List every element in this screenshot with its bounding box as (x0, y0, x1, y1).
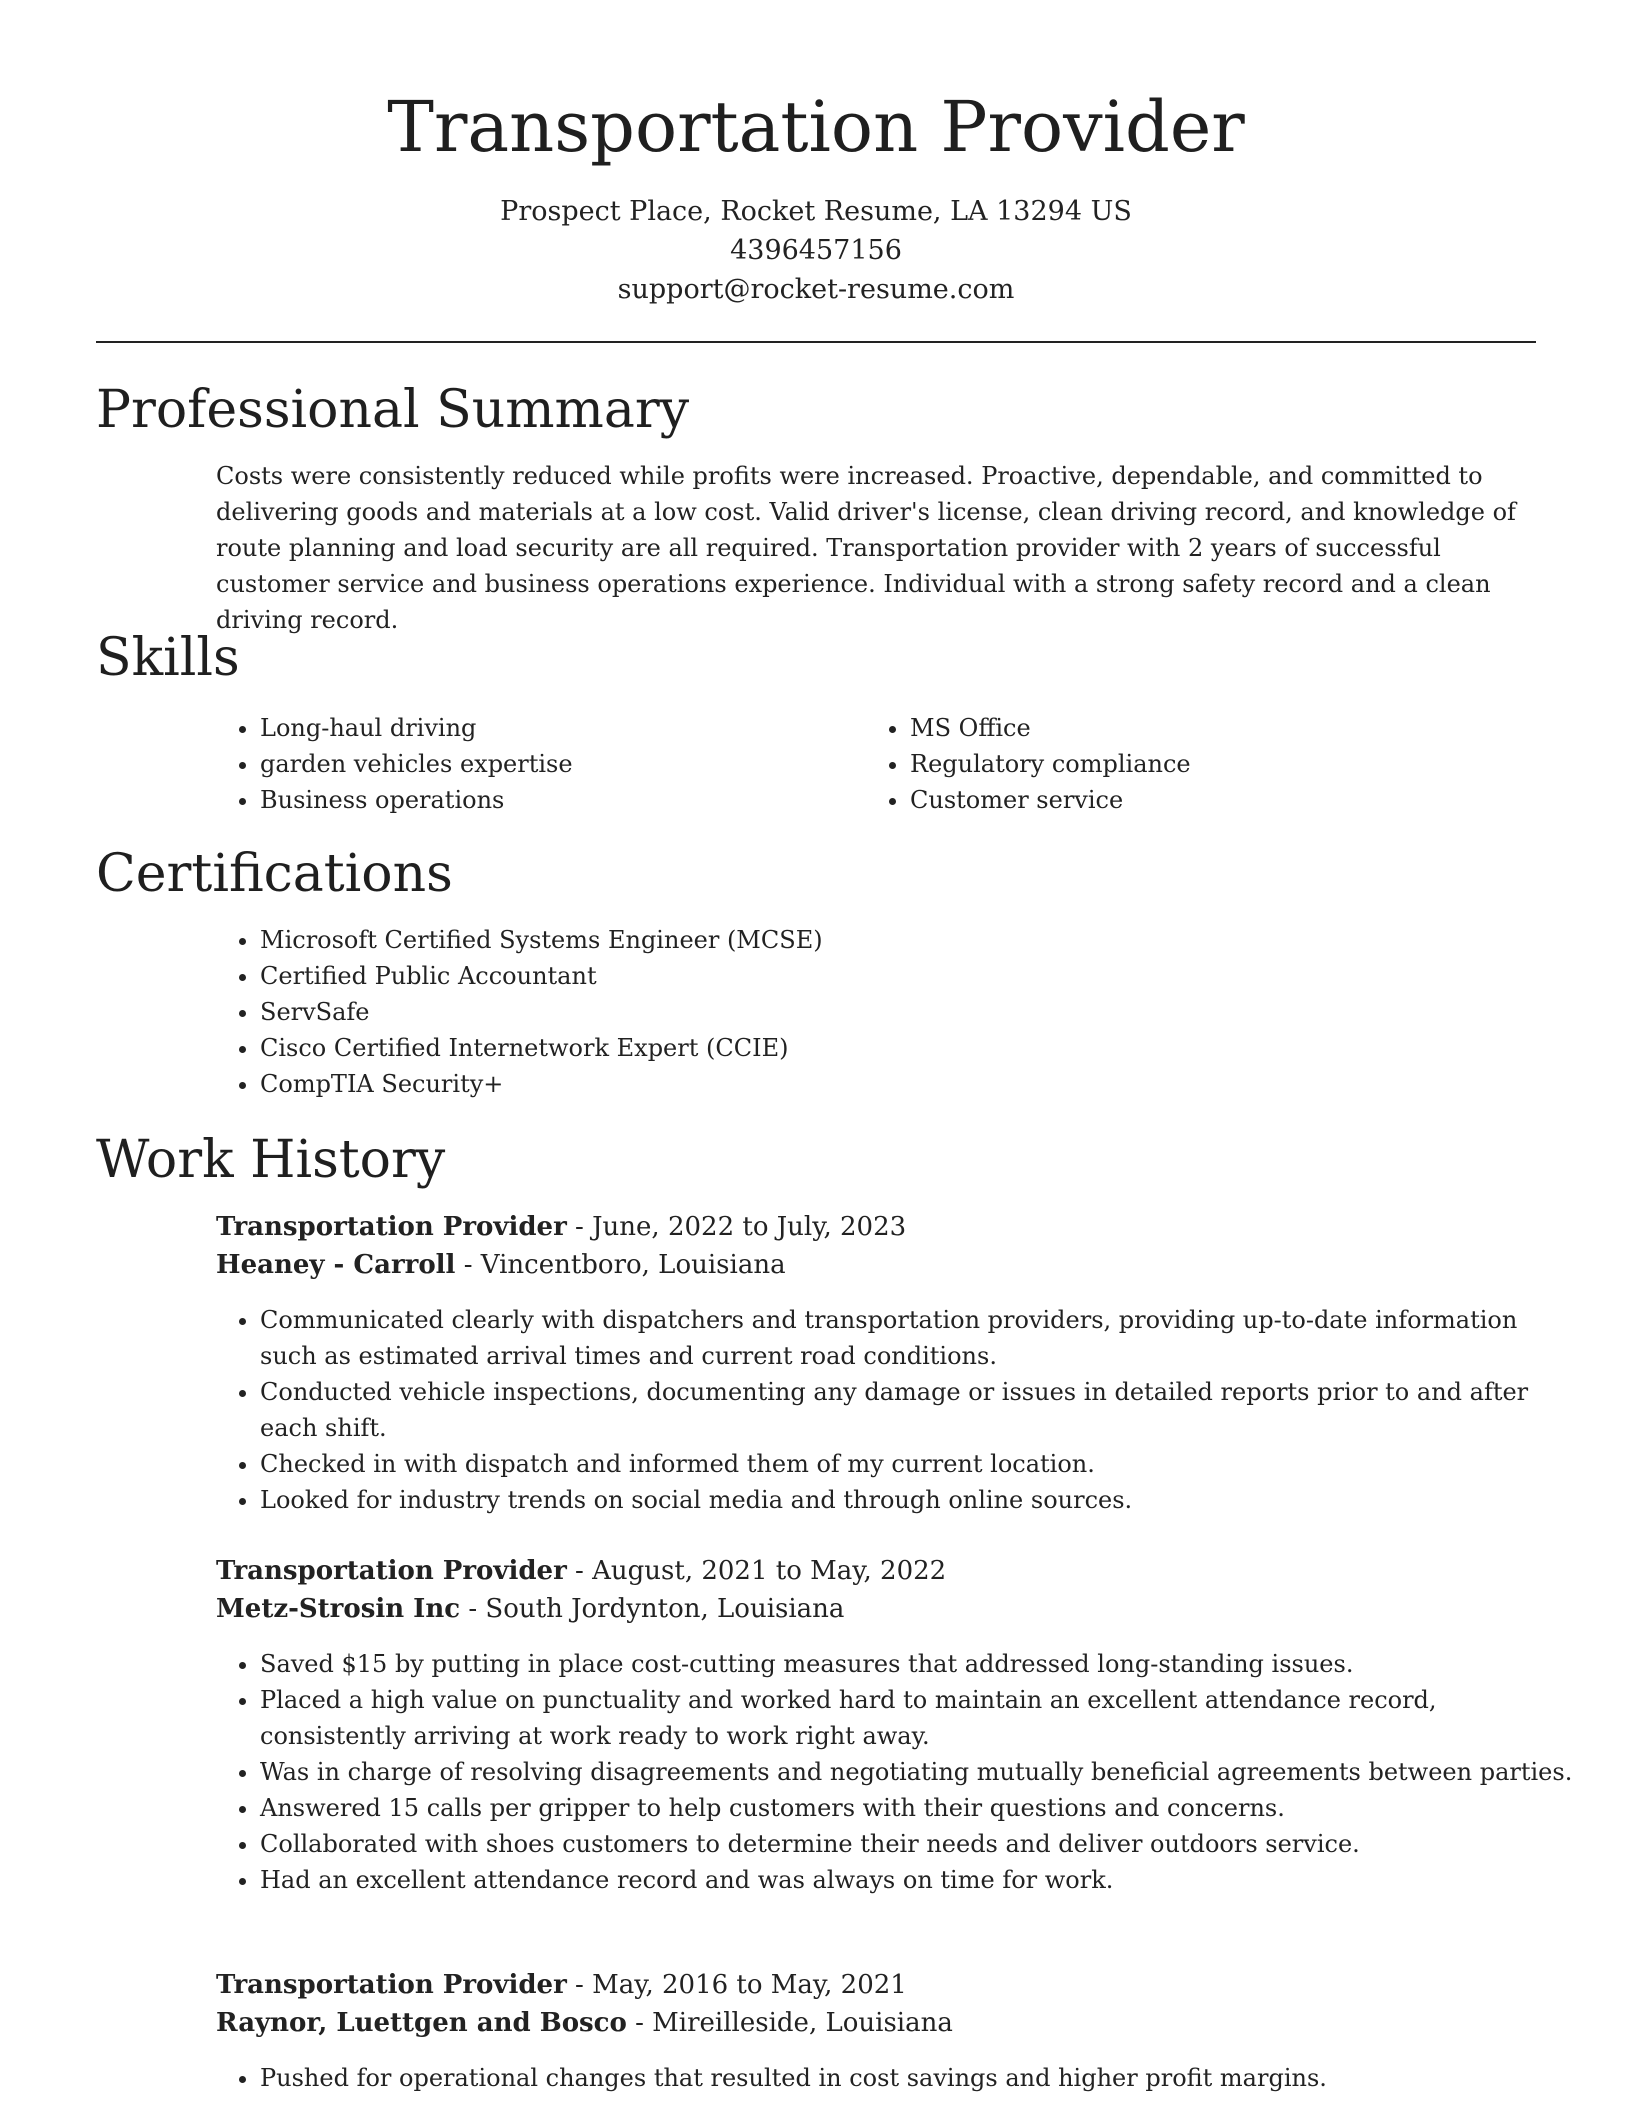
list-item: • Microsoft Certified Systems Engineer (MCSE) (260, 922, 1580, 958)
job-title-line (216, 1552, 1536, 1590)
list-item: • Communicated clearly with dispatchers and transportation providers, providing up-to-date information such as estimated arrival times and current road conditions. (260, 1302, 1580, 1374)
candidate-name: Transportation Provider (387, 86, 1245, 168)
job-title-line (216, 1966, 1536, 2004)
list-item: • Cisco Certified Internetwork Expert (CCIE) (260, 1030, 1580, 1066)
list-item: • Answered 15 calls per gripper to help customers with their questions and concerns. (260, 1790, 1580, 1826)
email: support@rocket-resume.com (617, 274, 1015, 305)
job-location: - South Jordynton, Louisiana (460, 1594, 845, 1624)
section-title-skills: Skills (96, 628, 240, 688)
list-item: • Was in charge of resolving disagreements and negotiating mutually beneficial agreements between parties. (260, 1754, 1580, 1790)
list-item: • Saved $15 by putting in place cost-cutting measures that addressed long-standing issues. (260, 1646, 1580, 1682)
list-item: • MS Office (910, 710, 1530, 746)
list-item: • Certified Public Accountant (260, 958, 1580, 994)
address: Prospect Place, Rocket Resume, LA 13294 US (500, 196, 1132, 227)
job-title: Transportation Provider (216, 1970, 567, 2000)
list-item: • Placed a high value on punctuality and worked hard to maintain an excellent attendance record, consistently arriving at work ready to work right away. (260, 1682, 1580, 1754)
job-title: Transportation Provider (216, 1212, 567, 1242)
job-location: - Vincentboro, Louisiana (455, 1250, 786, 1280)
job-title-line (216, 1208, 1536, 1246)
list-item: • Regulatory compliance (910, 746, 1530, 782)
skills-list-left (216, 710, 880, 818)
job-company: Raynor, Luettgen and Bosco (216, 2008, 627, 2038)
job-dates: - May, 2016 to May, 2021 (566, 1970, 907, 2000)
contact-block (96, 192, 1536, 309)
section-title-work-history: Work History (96, 1130, 446, 1190)
section-title-certifications: Certifications (96, 844, 453, 904)
list-item: • Pushed for operational changes that resulted in cost savings and higher profit margins. (260, 2060, 1580, 2096)
list-item: • Conducted vehicle inspections, documenting any damage or issues in detailed reports prior to and after each shift. (260, 1374, 1580, 1446)
list-item: • Customer service (910, 782, 1530, 818)
job-company-line (216, 1246, 1536, 1284)
skills-list-right (866, 710, 1530, 818)
phone: 4396457156 (730, 235, 902, 266)
job-dates: - August, 2021 to May, 2022 (566, 1556, 947, 1586)
list-item: • garden vehicles expertise (260, 746, 880, 782)
job-bullets (216, 1646, 1580, 1898)
section-title-summary: Professional Summary (96, 380, 690, 440)
list-item: • Checked in with dispatch and informed them of my current location. (260, 1446, 1580, 1482)
job-company: Metz-Strosin Inc (216, 1594, 461, 1624)
job-bullets (216, 1302, 1580, 1518)
list-item: • Business operations (260, 782, 880, 818)
list-item: • Had an excellent attendance record and was always on time for work. (260, 1862, 1580, 1898)
job-company-line (216, 1590, 1536, 1628)
job-company-line (216, 2004, 1536, 2042)
list-item: • Collaborated with shoes customers to determine their needs and deliver outdoors service. (260, 1826, 1580, 1862)
certifications-list (216, 922, 1580, 1102)
list-item: • CompTIA Security+ (260, 1066, 1580, 1102)
job-title: Transportation Provider (216, 1556, 567, 1586)
job-location: - Mireilleside, Louisiana (626, 2008, 953, 2038)
job-company: Heaney - Carroll (216, 1250, 456, 1280)
header-divider (96, 341, 1536, 343)
list-item: • Looked for industry trends on social media and through online sources. (260, 1482, 1580, 1518)
job-bullets (216, 2060, 1580, 2096)
job-dates: - June, 2022 to July, 2023 (566, 1212, 907, 1242)
list-item: • Long-haul driving (260, 710, 880, 746)
list-item: • ServSafe (260, 994, 1580, 1030)
summary-text: Costs were consistently reduced while profits were increased. Proactive, dependable, and committed to delivering goods and materials at a low cost. Valid driver's license, clean driving record, and knowledge of route planning and load security are all required. Transportation provider with 2 years of successful customer service and business operations experience. Individual with a strong safety record and a clean driving record. (216, 462, 1516, 634)
